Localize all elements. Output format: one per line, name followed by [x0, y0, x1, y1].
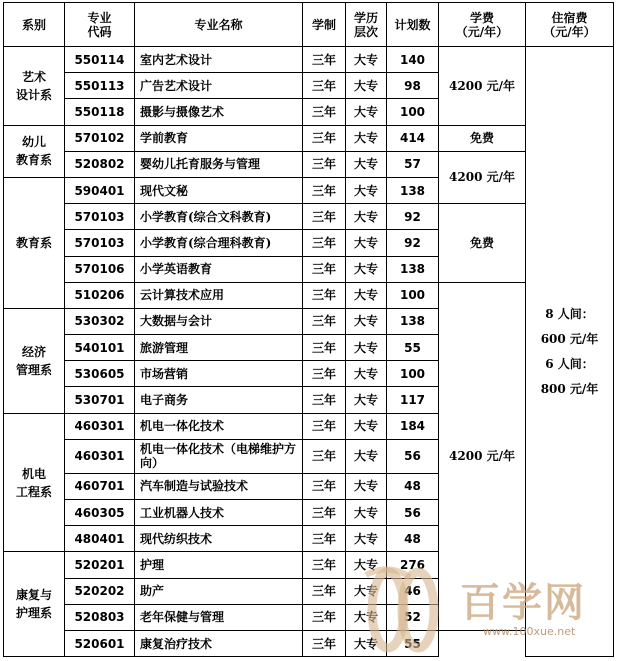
- cell-level: 大专: [346, 47, 387, 73]
- cell-duration: 三年: [303, 282, 346, 308]
- cell-code: 570106: [65, 256, 135, 282]
- cell-duration: 三年: [303, 125, 346, 151]
- cell-code: 570103: [65, 204, 135, 230]
- header-dept: 系别: [4, 3, 65, 47]
- table-row: [4, 151, 614, 177]
- cell-level: 大专: [346, 73, 387, 99]
- fee-teacher: 免费: [439, 204, 526, 283]
- cell-major: 大数据与会计: [135, 308, 303, 334]
- cell-code: 550114: [65, 47, 135, 73]
- dorm-fee-cell: [526, 47, 614, 657]
- header-duration: 学制: [303, 3, 346, 47]
- cell-code: 460701: [65, 473, 135, 499]
- cell-major: 小学教育(综合理科教育): [135, 230, 303, 256]
- cell-plan: 100: [387, 282, 439, 308]
- cell-major: 工业机器人技术: [135, 500, 303, 526]
- cell-level: 大专: [346, 500, 387, 526]
- cell-major: 小学英语教育: [135, 256, 303, 282]
- cell-major: 助产: [135, 578, 303, 604]
- cell-plan: 117: [387, 387, 439, 413]
- dept-rehab-nursing: 康复与 护理系: [4, 552, 65, 657]
- cell-code: 570103: [65, 230, 135, 256]
- cell-major: 现代文秘: [135, 177, 303, 203]
- watermark-text: 百学网: [460, 580, 586, 626]
- cell-duration: 三年: [303, 630, 346, 656]
- header-dorm: 住宿费 （元/年）: [526, 3, 614, 47]
- cell-plan: 138: [387, 308, 439, 334]
- cell-code: 460301: [65, 439, 135, 473]
- dept-mechatronics: 机电 工程系: [4, 413, 65, 552]
- cell-plan: 98: [387, 73, 439, 99]
- cell-level: 大专: [346, 473, 387, 499]
- cell-plan: 92: [387, 230, 439, 256]
- cell-major: 学前教育: [135, 125, 303, 151]
- cell-duration: 三年: [303, 413, 346, 439]
- cell-code: 530302: [65, 308, 135, 334]
- table-row: [4, 630, 614, 656]
- cell-major: 机电一体化技术（电梯维护方向）: [135, 439, 303, 473]
- cell-major: 护理: [135, 552, 303, 578]
- cell-code: 550113: [65, 73, 135, 99]
- header-plan: 计划数: [387, 3, 439, 47]
- cell-level: 大专: [346, 125, 387, 151]
- cell-plan: 52: [387, 604, 439, 630]
- cell-code: 590401: [65, 177, 135, 203]
- header-tuition: 学费 （元/年）: [439, 3, 526, 47]
- cell-duration: 三年: [303, 500, 346, 526]
- cell-major: 旅游管理: [135, 335, 303, 361]
- cell-major: 云计算技术应用: [135, 282, 303, 308]
- cell-duration: 三年: [303, 439, 346, 473]
- dorm-line-4: 800 元/年: [540, 381, 599, 396]
- cell-major: 婴幼儿托育服务与管理: [135, 151, 303, 177]
- cell-code: 530605: [65, 361, 135, 387]
- cell-duration: 三年: [303, 552, 346, 578]
- fee-general: 4200 元/年: [439, 282, 526, 630]
- cell-major: 广告艺术设计: [135, 73, 303, 99]
- cell-code: 540101: [65, 335, 135, 361]
- cell-major: 康复治疗技术: [135, 630, 303, 656]
- cell-duration: 三年: [303, 47, 346, 73]
- cell-plan: 57: [387, 151, 439, 177]
- cell-level: 大专: [346, 256, 387, 282]
- cell-duration: 三年: [303, 256, 346, 282]
- fee-infant-care: 4200 元/年: [439, 151, 526, 203]
- cell-level: 大专: [346, 204, 387, 230]
- cell-duration: 三年: [303, 335, 346, 361]
- cell-level: 大专: [346, 230, 387, 256]
- cell-plan: 184: [387, 413, 439, 439]
- dorm-line-3: 6 人间：: [545, 356, 594, 371]
- cell-code: 520601: [65, 630, 135, 656]
- dorm-line-1: 8 人间：: [545, 306, 594, 321]
- cell-level: 大专: [346, 282, 387, 308]
- cell-duration: 三年: [303, 604, 346, 630]
- cell-duration: 三年: [303, 73, 346, 99]
- cell-duration: 三年: [303, 578, 346, 604]
- cell-major: 室内艺术设计: [135, 47, 303, 73]
- cell-level: 大专: [346, 526, 387, 552]
- cell-plan: 138: [387, 177, 439, 203]
- cell-level: 大专: [346, 630, 387, 656]
- cell-plan: 48: [387, 473, 439, 499]
- dorm-line-2: 600 元/年: [540, 331, 599, 346]
- table-row: [4, 125, 614, 151]
- table-row: [4, 282, 614, 308]
- table-row: [4, 47, 614, 73]
- dept-art: 艺术 设计系: [4, 47, 65, 126]
- cell-level: 大专: [346, 604, 387, 630]
- cell-level: 大专: [346, 335, 387, 361]
- cell-level: 大专: [346, 308, 387, 334]
- cell-code: 480401: [65, 526, 135, 552]
- cell-code: 520201: [65, 552, 135, 578]
- enrollment-plan-table: [3, 2, 614, 657]
- cell-duration: 三年: [303, 230, 346, 256]
- cell-code: 530701: [65, 387, 135, 413]
- cell-duration: 三年: [303, 387, 346, 413]
- cell-level: 大专: [346, 552, 387, 578]
- header-row: [4, 3, 614, 47]
- cell-level: 大专: [346, 361, 387, 387]
- cell-code: 460305: [65, 500, 135, 526]
- cell-plan: 100: [387, 361, 439, 387]
- cell-plan: 46: [387, 578, 439, 604]
- fee-preschool: 免费: [439, 125, 526, 151]
- cell-level: 大专: [346, 151, 387, 177]
- header-name: 专业名称: [135, 3, 303, 47]
- cell-major: 机电一体化技术: [135, 413, 303, 439]
- cell-code: 460301: [65, 413, 135, 439]
- cell-plan: 100: [387, 99, 439, 125]
- cell-duration: 三年: [303, 526, 346, 552]
- cell-code: 520802: [65, 151, 135, 177]
- cell-duration: 三年: [303, 204, 346, 230]
- header-code: 专业 代码: [65, 3, 135, 47]
- header-level: 学历 层次: [346, 3, 387, 47]
- cell-duration: 三年: [303, 308, 346, 334]
- cell-major: 摄影与摄像艺术: [135, 99, 303, 125]
- cell-plan: 92: [387, 204, 439, 230]
- watermark-url: www.100xue.net: [483, 625, 576, 638]
- cell-duration: 三年: [303, 361, 346, 387]
- cell-major: 老年保健与管理: [135, 604, 303, 630]
- cell-plan: 414: [387, 125, 439, 151]
- cell-level: 大专: [346, 177, 387, 203]
- dept-economics: 经济 管理系: [4, 308, 65, 413]
- cell-level: 大专: [346, 99, 387, 125]
- cell-major: 市场营销: [135, 361, 303, 387]
- cell-code: 510206: [65, 282, 135, 308]
- cell-plan: 48: [387, 526, 439, 552]
- cell-code: 550118: [65, 99, 135, 125]
- cell-level: 大专: [346, 578, 387, 604]
- cell-plan: 138: [387, 256, 439, 282]
- dept-infant: 幼儿 教育系: [4, 125, 65, 177]
- table-row: [4, 204, 614, 230]
- cell-duration: 三年: [303, 177, 346, 203]
- cell-duration: 三年: [303, 99, 346, 125]
- cell-level: 大专: [346, 413, 387, 439]
- cell-level: 大专: [346, 439, 387, 473]
- cell-plan: 55: [387, 630, 439, 656]
- cell-duration: 三年: [303, 151, 346, 177]
- cell-code: 520202: [65, 578, 135, 604]
- cell-plan: 276: [387, 552, 439, 578]
- cell-level: 大专: [346, 387, 387, 413]
- cell-plan: 56: [387, 439, 439, 473]
- fee-art: 4200 元/年: [439, 47, 526, 126]
- cell-plan: 56: [387, 500, 439, 526]
- dept-education: 教育系: [4, 177, 65, 308]
- cell-code: 570102: [65, 125, 135, 151]
- cell-major: 小学教育(综合文科教育): [135, 204, 303, 230]
- cell-plan: 55: [387, 335, 439, 361]
- cell-major: 汽车制造与试验技术: [135, 473, 303, 499]
- cell-code: 520803: [65, 604, 135, 630]
- cell-major: 现代纺织技术: [135, 526, 303, 552]
- cell-plan: 140: [387, 47, 439, 73]
- cell-major: 电子商务: [135, 387, 303, 413]
- cell-duration: 三年: [303, 473, 346, 499]
